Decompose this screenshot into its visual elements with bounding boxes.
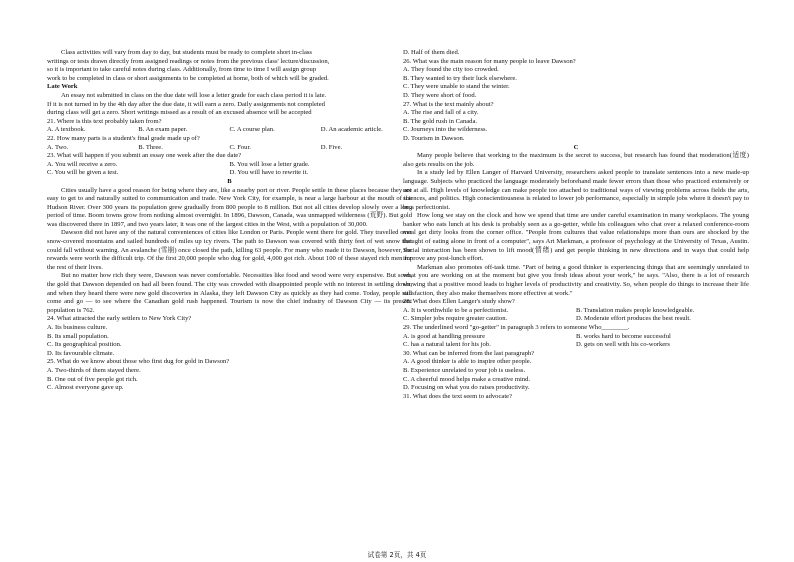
option-21b: B. An exam paper. [138,126,188,134]
question-28-options-ab [403,307,749,316]
question-29-options-ab [403,333,749,342]
option-21a: A. A textbook. [47,126,86,134]
option-28d: D. Moderate effort produces the best result. [576,315,691,323]
option-28a: A. It is worthwhile to be a perfectionist. [403,306,509,314]
option-23d: D. You will have to rewrite it. [229,169,309,177]
late-work-line-3: during class will get a zero. Short writings missed as a result of an excused absence will be accepted [47,109,312,117]
question-30: 30. What can be inferred from the last paragraph? [403,349,535,357]
option-26a: A. They found the city too crowded. [403,66,499,74]
question-21-options [47,126,412,135]
option-25d: D. Half of them died. [403,49,460,56]
passage-b-paragraph-1: Cities usually have a good reason for being where they are, like a nearby port or river. People settle in these places because they are easy to get to and naturally suited to communication and trade. New York City, for example, is near a large harbour at the mouth of the Hudson River. Over 300 years its population grew gradually from 800 people to 8 million. But not all cities develop slowly over a long period of time. Boom towns grow from nothing almost overnight. In 1896, Dawson, Canada, was unmapped wilderness (荒野). But gold was discovered there in 1897, and two years later, it was one of the largest cities in the West, with a population of 30,000. [47,186,412,228]
option-27a: A. The rise and fall of a city. [403,109,479,117]
passage-c-paragraph-4: Markman also promotes off-task time. "Part of being a good thinker is experiencing things that are seemingly unrelated to what you are working on at the moment but give you fresh ideas about your work," he says. "Also, there is a lot of research showing that a positive mood leads to higher levels of productivity and creativity. So, when people do things to increase their life satisfaction, they also make themselves more effective at work." [403,263,749,297]
option-23a: A. You will receive a zero. [47,160,118,168]
option-27d: D. Tourism in Dawson. [403,134,465,142]
option-22b: B. Three. [138,143,163,151]
option-24c: C. Its geographical position. [47,341,122,349]
option-30d: D. Focusing on what you do raises productivity. [403,384,530,392]
option-24b: B. Its small population. [47,332,109,340]
question-25: 25. What do we know about those who first dug for gold in Dawson? [47,358,230,366]
section-c-label: C [573,143,579,151]
late-work-line-1: An essay not submitted in class on the due date will lose a letter grade for each class period it is late. [61,91,327,99]
intro-line-4: work to be completed in class or short assignments to be completed at home, both of which will be graded. [47,74,329,82]
option-23c: C. You will be given a test. [47,169,119,177]
option-30b: B. Experience unrelated to your job is useless. [403,366,526,374]
intro-line-1: Class activities will vary from day to day, but students must be ready to complete short in-class [61,49,312,56]
question-23: 23. What will happen if you submit an essay one week after the due date? [47,152,242,160]
question-27: 27. What is the text mainly about? [403,100,494,108]
passage-c-paragraph-1: Many people believe that working to the maximum is the secret to success, but research has found that moderation(适度) also gets results on the job. [403,152,749,168]
question-29-options-cd [403,341,749,350]
question-21: 21. Where is this text probably taken from? [47,117,162,125]
option-27c: C. Journeys into the wilderness. [403,126,488,134]
option-23b: B. You will lose a letter grade. [229,160,310,168]
question-28: 28. What does Ellen Langer's study show? [403,298,515,306]
question-28-options-cd [403,315,749,324]
option-25b: B. One out of five people got rich. [47,375,138,383]
left-column [47,49,412,393]
question-22: 22. How many parts is a student's final grade made up of? [47,134,200,142]
option-25c: C. Almost everyone gave up. [47,384,124,392]
passage-c-paragraph-2: In a study led by Ellen Langer of Harvard University, researchers asked people to translate sentences into a new made-up language. Subjects who practiced the language moderately beforehand made fewer errors than those who practiced extensively or not at all. High levels of knowledge can make people too attached to traditional ways of viewing problems across fields the arts, sciences, and politics. High conscientiousness is related to lower job performance, especially in simple jobs where it doesn't pay to be a perfectionist. [403,169,749,211]
option-26d: D. They were short of food. [403,91,477,99]
option-29c: C. has a natural talent for his job. [403,341,491,349]
option-29a: A. is good at handling pressure [403,332,486,340]
question-31: 31. What does the text seem to advocate? [403,392,513,400]
option-22c: C. Four. [229,143,251,151]
right-column [403,49,749,401]
option-26c: C. They were unable to stand the winter. [403,83,510,91]
question-26: 26. What was the main reason for many people to leave Dawson? [403,57,576,65]
option-21d: D. An academic article. [320,126,383,134]
option-28b: B. Translation makes people knowledgeable. [576,306,695,314]
late-work-heading: Late Work [47,83,78,91]
question-22-options [47,144,412,153]
intro-line-2: writings or tests drawn directly from assigned readings or notes from the previous class' lecture/discussion, [47,57,330,65]
option-21c: C. A course plan. [229,126,275,134]
option-28c: C. Simpler jobs require greater caution. [403,315,508,323]
option-30a: A. A good thinker is able to inspire other people. [403,358,532,366]
passage-b-paragraph-2: Dawson did not have any of the natural conveniences of cities like London or Paris. People went there for gold. They travelled over snow-covered mountains and sailed hundreds of miles up icy rivers. The path to Dawson was covered with thirty feet of wet snow that could fall without warning. An avalanche (雪崩) once closed the path, killing 63 people. For many who made it to Dawson, however, the rewards were worth the difficult trip. Of the first 20,000 people who dug for gold, 4,000 got rich. About 100 of these stayed rich men for the rest of their lives. [47,229,412,271]
question-23-options-cd [47,169,412,178]
option-26b: B. They wanted to try their luck elsewhere. [403,74,517,82]
option-27b: B. The gold rush in Canada. [403,117,478,125]
question-24: 24. What attracted the early settlers to New York City? [47,315,192,323]
option-24d: D. Its favourable climate. [47,349,115,357]
passage-c-paragraph-3: How long we stay on the clock and how we spend that time are under careful examination in many workplaces. The young banker who eats lunch at his desk is probably seen as a go-getter, while his colleagues who chat over a relaxed conference-room meal get dirty looks from the corner office. "People from cultures that value relationships more than ours are shocked by the thought of eating alone in front of a computer", says Art Markman, a professor of psychology at the University of Texas, Austin. Social interaction has been shown to lift mood(情绪) and get people thinking in new directions and in ways that could help improve any post-lunch effort. [403,212,749,263]
option-29d: D. gets on well with his co-workers [576,341,670,349]
late-work-line-2: If it is not turned in by the 4th day after the due date, it will earn a zero. Daily assignments not completed [47,100,325,108]
option-29b: B. works hard to become successful [576,332,671,340]
question-23-options-ab [47,161,412,170]
page-footer: 试卷第 2页，共 4页 [367,551,427,559]
option-25a: A. Two-thirds of them stayed there. [47,366,141,374]
option-22d: D. Five. [320,143,343,151]
option-30c: C. A cheerful mood helps make a creative mind. [403,375,531,383]
passage-b-paragraph-3: But no matter how rich they were, Dawson was never comfortable. Necessities like food and wood were very expensive. But soon, the gold that Dawson depended on had all been found. The city was crowded with disappointed people with no interest in settling down, and when they heard there were new gold discoveries in Alaska, they left Dawson City as quickly as they had come. Today, people still come and go — to see where the Canadian gold rush happened. Tourism is now the chief industry of Dawson City — its present population is 762. [47,272,412,314]
intro-line-3: so it is important to take careful notes during class. Additionally, from time to time I will assign group [47,66,317,74]
section-b-label: B [227,177,232,185]
question-29: 29. The underlined word "go-getter" in paragraph 3 refers to someone Who________. [403,324,630,331]
option-24a: A. Its business culture. [47,324,108,331]
option-22a: A. Two. [47,143,69,151]
